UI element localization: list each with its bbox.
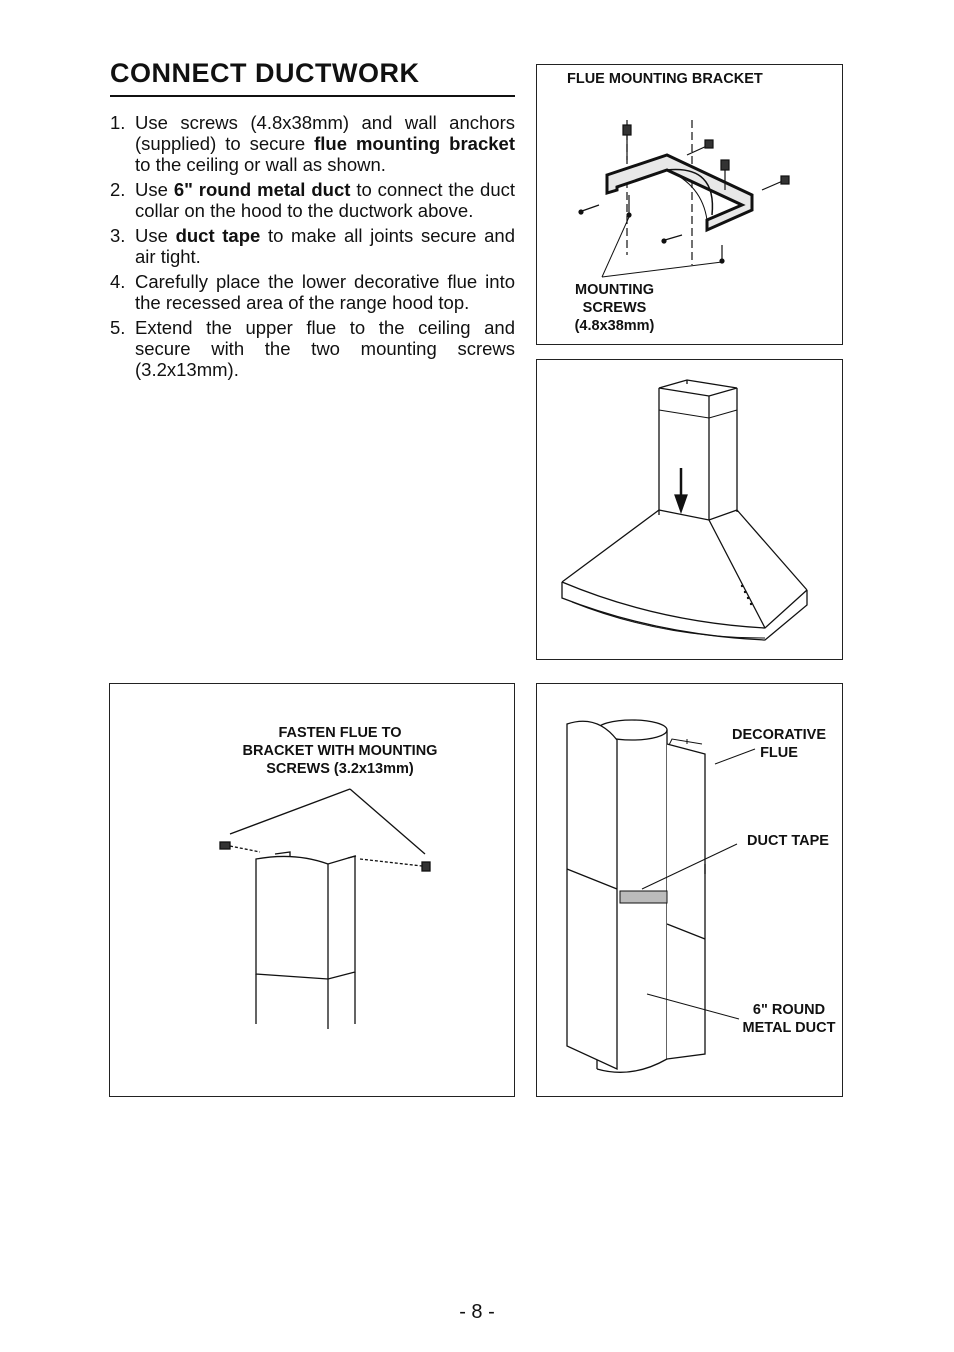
screw-icon [360, 859, 430, 871]
page-number: - 8 - [459, 1301, 495, 1323]
fasten-flue-figure [109, 683, 515, 1097]
fasten-label: FASTEN FLUE TO BRACKET WITH MOUNTING SCREWS (3.2x13mm) [242, 725, 438, 777]
range-hood-illustration [537, 360, 842, 659]
screw-icon [687, 140, 713, 155]
step-2: 2. Use 6" round metal duct to connect the duct collar on the hood to the ductwork above. [110, 179, 515, 221]
heading-rule [110, 95, 515, 97]
step-4: 4. Carefully place the lower decorative flue into the recessed area of the range hood top. [110, 271, 515, 313]
hood-figure [536, 359, 843, 660]
screw-icon [579, 205, 599, 214]
step-5: 5. Extend the upper flue to the ceiling and secure with the two mounting screws (3.2x13mm). [110, 317, 515, 380]
bracket-title: FLUE MOUNTING BRACKET [567, 71, 763, 87]
step-3: 3. Use duct tape to make all joints secure and air tight. [110, 225, 515, 267]
bracket-figure [536, 64, 843, 345]
mounting-screws-label: MOUNTING SCREWS (4.8x38mm) [574, 282, 655, 334]
duct-tape-label: DUCT TAPE [747, 833, 829, 849]
step-1: 1. Use screws (4.8x38mm) and wall anchors (supplied) to secure flue mounting bracket to the ceiling or wall as shown. [110, 112, 515, 175]
screw-icon [662, 235, 682, 243]
duct-figure [536, 683, 843, 1097]
screw-icon [220, 842, 260, 852]
screw-icon [623, 125, 631, 160]
decorative-flue-label: DECORATIVE FLUE [732, 727, 826, 761]
round-duct-label: 6" ROUND METAL DUCT [742, 1002, 836, 1036]
instruction-list [110, 112, 515, 384]
screw-icon [720, 245, 724, 263]
section-heading: CONNECT DUCTWORK [110, 58, 420, 88]
screw-icon [762, 176, 789, 190]
